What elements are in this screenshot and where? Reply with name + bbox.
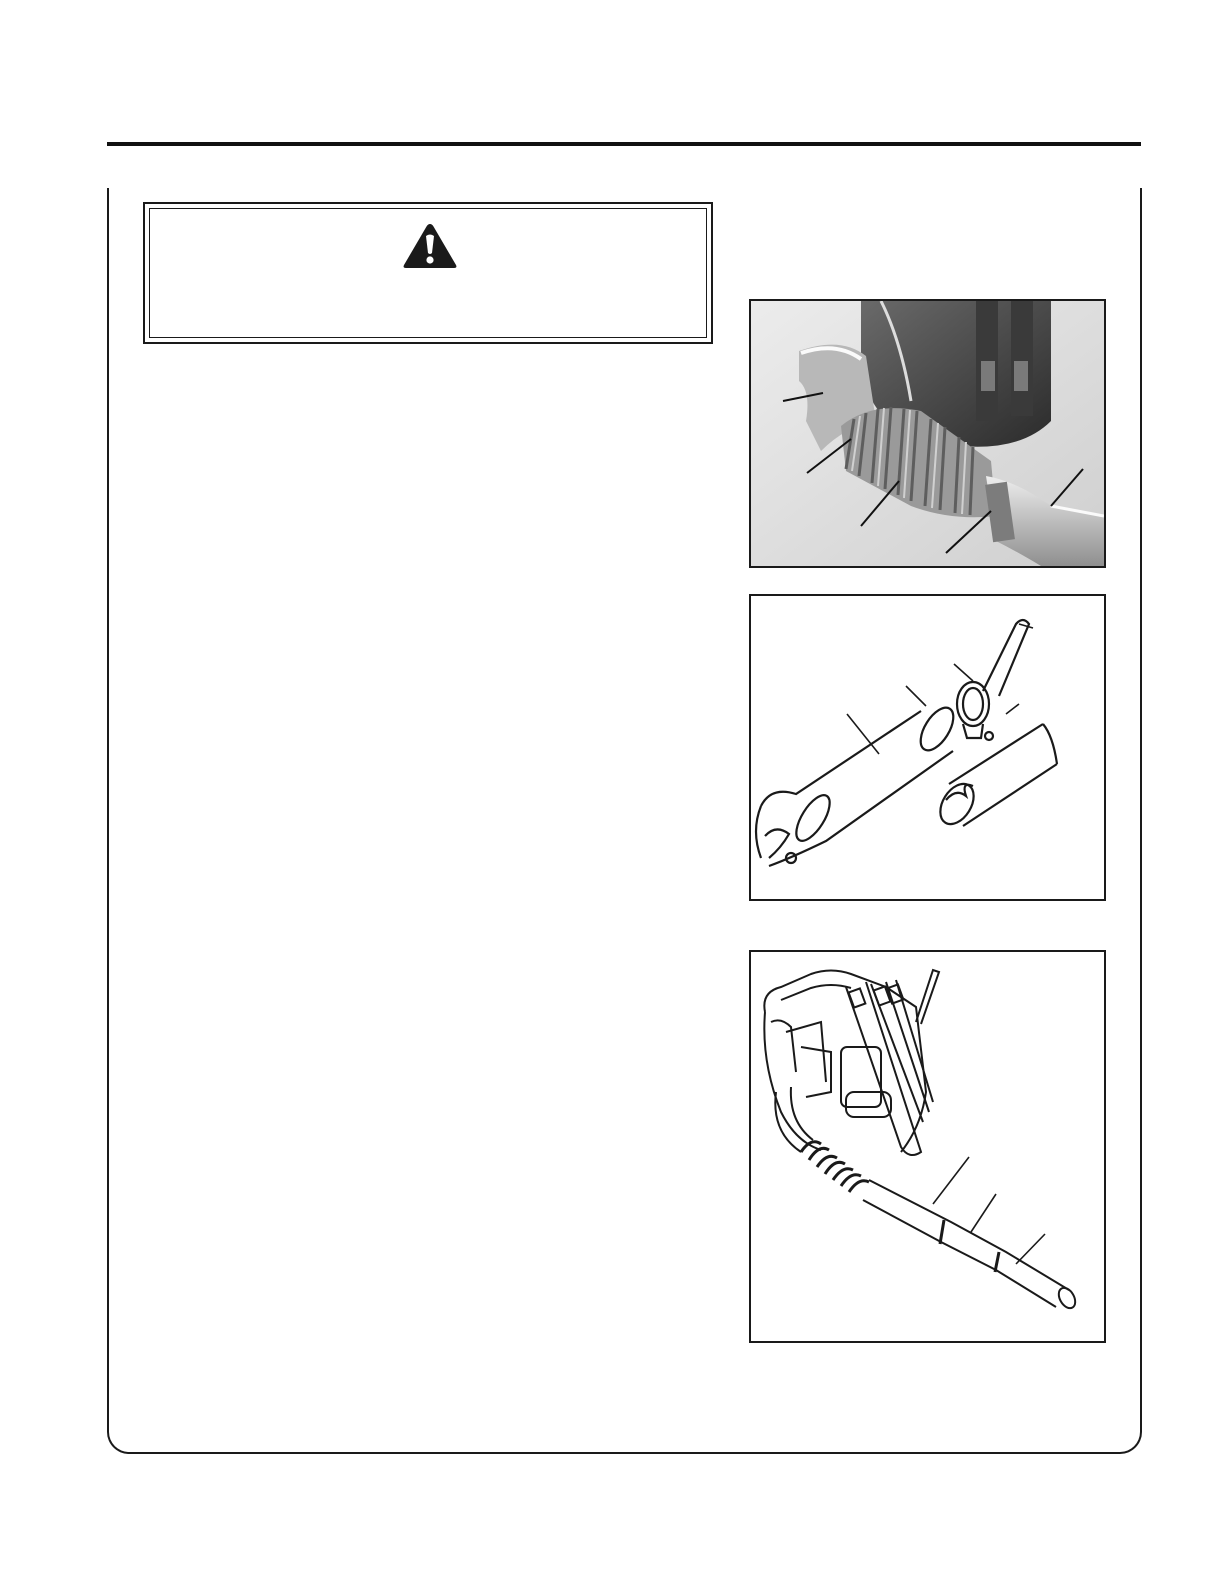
tube-clamp-diagram [749,594,1106,901]
header-rule [107,142,1141,146]
backpack-blower-drawing [749,950,1106,1343]
warning-triangle-icon [401,222,459,270]
blower-tube-assembly-photo [749,299,1106,568]
